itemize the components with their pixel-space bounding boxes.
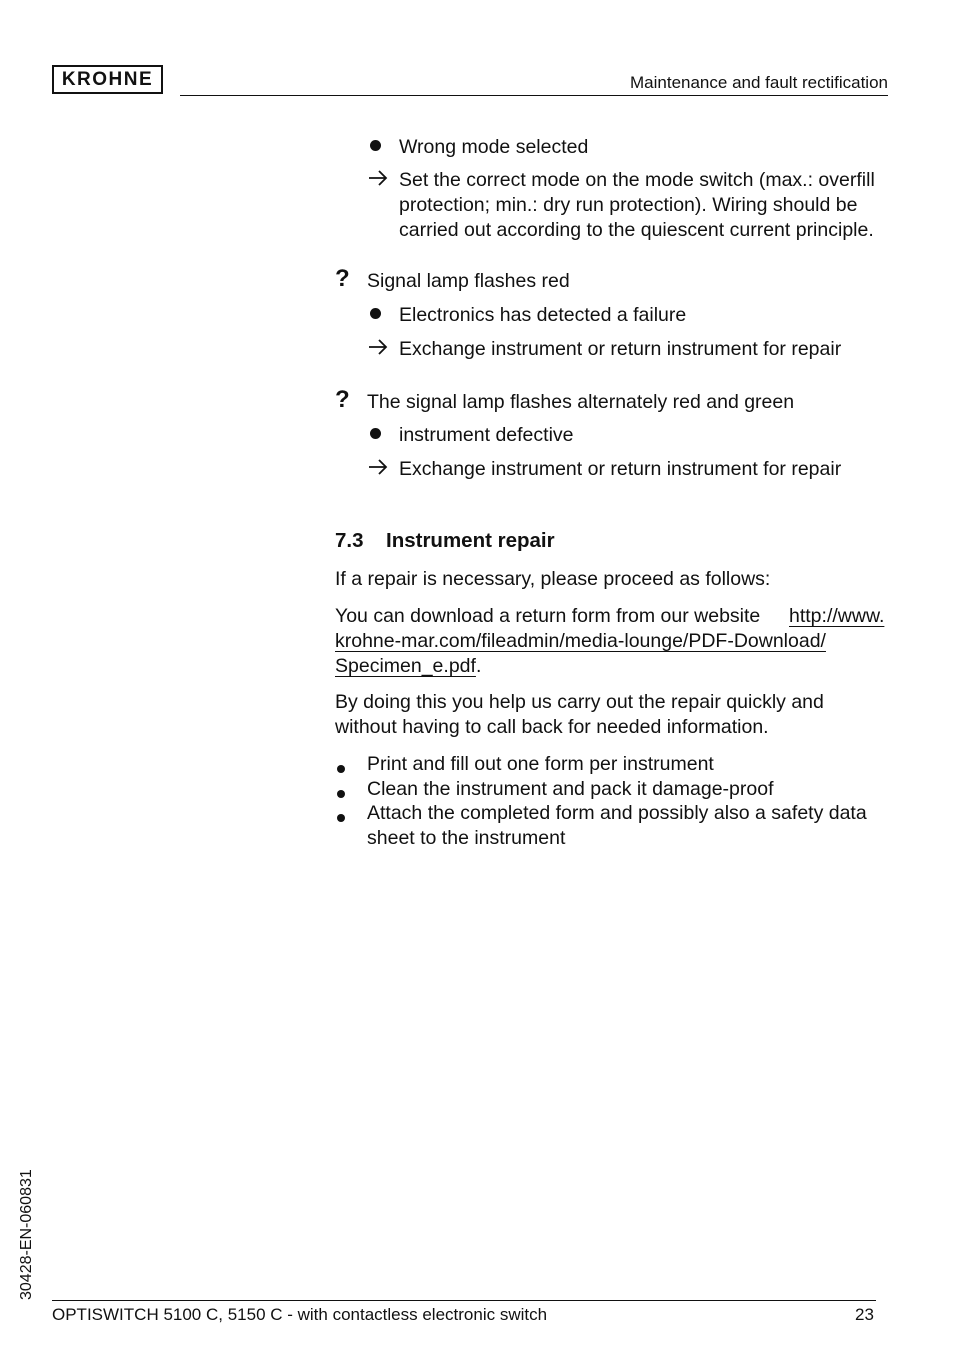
krohne-logo: KROHNE (52, 65, 163, 94)
fault-remedy-line: carried out according to the quiescent current principle. (399, 219, 874, 241)
return-form-link[interactable]: krohne-mar.com/fileadmin/media-lounge/PDF-Download/ (335, 630, 826, 652)
help-text: By doing this you help us carry out the repair quickly and (335, 691, 824, 713)
header-rule (180, 95, 888, 96)
return-form-link-end (335, 654, 481, 679)
return-form-link[interactable]: Specimen_e.pdf (335, 655, 476, 677)
fault-cause: instrument defective (399, 424, 574, 446)
section-title: Instrument repair (386, 529, 555, 552)
list-item: Clean the instrument and pack it damage-proof (367, 778, 774, 800)
bullet-icon (365, 426, 385, 444)
bullet-icon (331, 785, 351, 803)
return-form-link[interactable]: http://www. (789, 605, 885, 627)
list-item: Print and fill out one form per instrument (367, 753, 714, 775)
question-icon: ? (335, 386, 350, 413)
question-icon: ? (335, 265, 350, 292)
help-text: without having to call back for needed information. (335, 716, 769, 738)
list-item: Attach the completed form and possibly also a safety data (367, 802, 867, 824)
section-intro: If a repair is necessary, please proceed as follows: (335, 568, 771, 590)
fault-question: The signal lamp flashes alternately red and green (367, 391, 795, 413)
fault-remedy-line: protection; min.: dry run protection). Wiring should be (399, 194, 858, 216)
bullet-icon (365, 138, 385, 156)
footer-rule (52, 1300, 876, 1301)
arrow-right-icon (367, 167, 387, 194)
fault-remedy-line: Set the correct mode on the mode switch (max.: overfill (399, 169, 875, 191)
bullet-icon (331, 809, 351, 827)
sentence-period: . (475, 655, 482, 677)
arrow-right-icon (367, 456, 387, 483)
list-item-continuation: sheet to the instrument (367, 827, 566, 849)
document-code: 30428-EN-060831 (18, 1169, 35, 1300)
header-section-title: Maintenance and fault rectification (630, 73, 888, 92)
fault-cause: Electronics has detected a failure (399, 304, 687, 326)
fault-cause: Wrong mode selected (399, 136, 589, 158)
download-text: You can download a return form from our website (335, 605, 761, 627)
page-number: 23 (855, 1305, 874, 1324)
fault-question: Signal lamp flashes red (367, 270, 570, 292)
bullet-icon (331, 760, 351, 778)
arrow-right-icon (367, 336, 387, 363)
fault-remedy-line: Exchange instrument or return instrument for repair (399, 458, 842, 480)
footer-product-name: OPTISWITCH 5100 C, 5150 C - with contactless electronic switch (52, 1305, 548, 1324)
fault-remedy-line: Exchange instrument or return instrument for repair (399, 338, 842, 360)
section-number: 7.3 (335, 529, 364, 552)
bullet-icon (365, 306, 385, 324)
